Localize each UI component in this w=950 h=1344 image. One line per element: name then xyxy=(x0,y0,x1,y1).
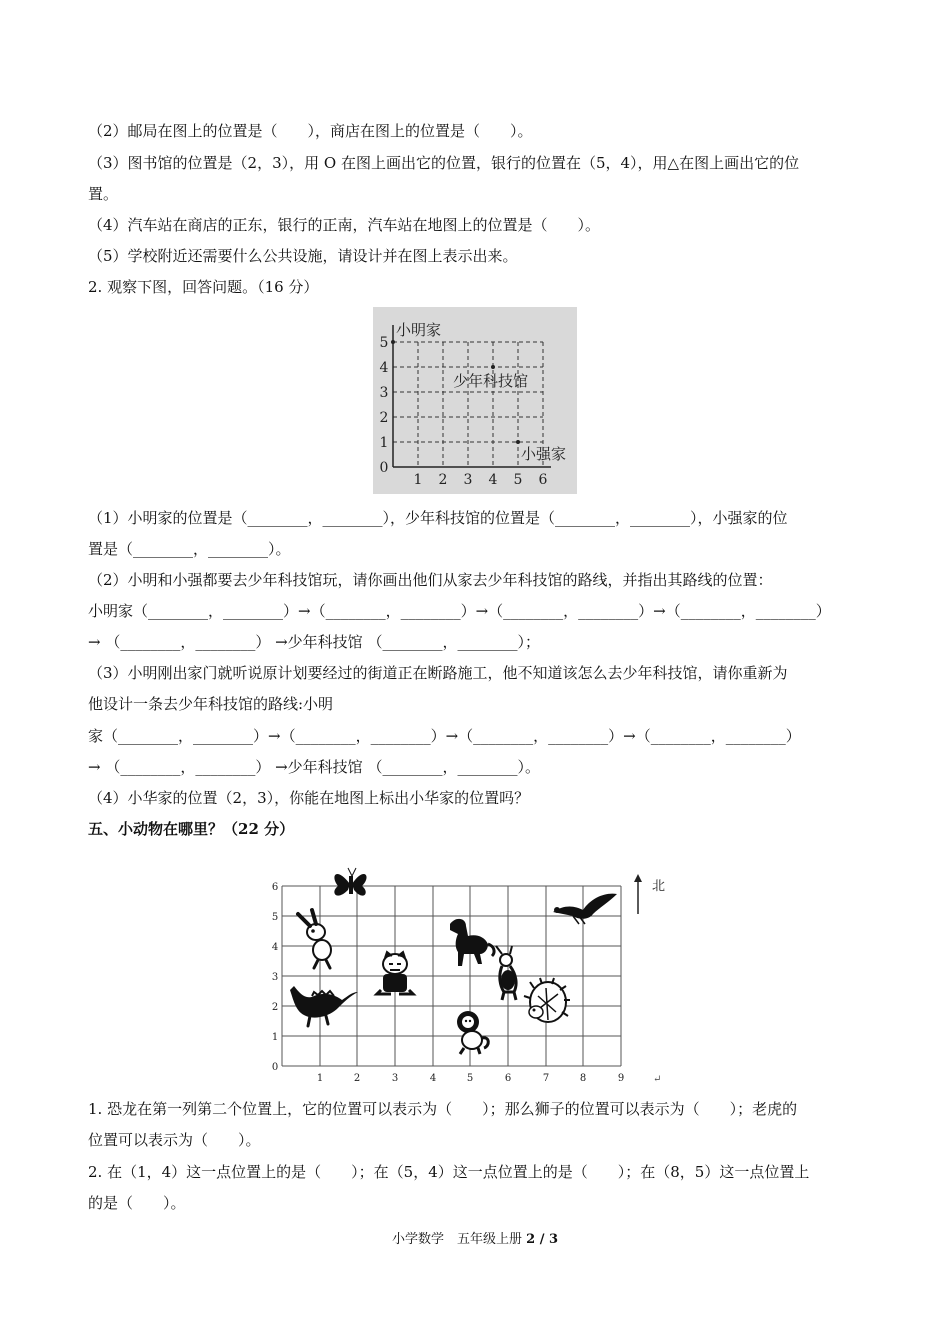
x-tick: 4 xyxy=(488,472,498,488)
text-line: 的是（ ）。 xyxy=(88,1194,186,1212)
xiaoming-label: 小明家 xyxy=(396,321,442,339)
y-tick-labels xyxy=(272,882,278,1073)
text-line: 置是（________，________）。 xyxy=(88,540,291,558)
y-tick: 2 xyxy=(271,1002,279,1013)
xiaoqiang-point xyxy=(516,440,520,444)
y-tick: 4 xyxy=(379,360,389,376)
x-tick: 1 xyxy=(316,1073,324,1084)
text-line: 小明家（________，________）→（________，________）→（________，________）→（________，________） xyxy=(88,602,831,620)
footer-subject: 小学数学 五年级上册 xyxy=(391,1232,527,1247)
y-tick: 5 xyxy=(271,912,279,923)
museum-label: 少年科技馆 xyxy=(453,372,529,390)
x-tick-labels xyxy=(317,1073,624,1084)
x-tick: 8 xyxy=(579,1073,587,1084)
grid-map-1 xyxy=(373,307,577,494)
y-tick: 0 xyxy=(379,460,389,476)
text-line: → （________，________） →少年科技馆 （________，________）。 xyxy=(88,758,540,776)
page-footer xyxy=(0,1228,950,1247)
text-line: （4）小华家的位置（2，3），你能在地图上标出小华家的位置吗？ xyxy=(88,789,530,807)
rabbit-icon xyxy=(298,910,331,968)
y-tick: 0 xyxy=(271,1062,279,1073)
text-line: 他设计一条去少年科技馆的路线:小明 xyxy=(88,695,334,713)
museum-point xyxy=(491,365,495,369)
x-tick: 2 xyxy=(438,472,448,488)
map-figure-1 xyxy=(373,307,577,494)
x-tick: 3 xyxy=(391,1073,399,1084)
y-tick: 5 xyxy=(379,335,389,351)
text-line: （1）小明家的位置是（________，________），少年科技馆的位置是（________，________），小强家的位 xyxy=(88,509,788,527)
xiaoming-point xyxy=(391,340,395,344)
x-tick: 1 xyxy=(413,472,423,488)
text-line: 2. 观察下图，回答问题。（16 分） xyxy=(88,278,319,296)
y-tick: 2 xyxy=(379,410,389,426)
animal-grid-figure xyxy=(268,862,680,1084)
north-arrow-icon xyxy=(634,874,642,914)
bird-icon xyxy=(553,894,617,924)
paragraph-mark-icon: ↵ xyxy=(653,1074,662,1085)
x-tick: 9 xyxy=(617,1073,625,1084)
x-tick: 6 xyxy=(538,472,548,488)
butterfly-icon xyxy=(334,868,366,896)
x-tick: 3 xyxy=(463,472,473,488)
text-line: （5）学校附近还需要什么公共设施，请设计并在图上表示出来。 xyxy=(88,247,518,265)
deer-icon xyxy=(496,946,516,1000)
text-line: 2. 在（1，4）这一点位置上的是（ ）；在（5，4）这一点位置上的是（ ）；在（8，5）这一点位置上 xyxy=(88,1163,810,1181)
text-line: 五、小动物在哪里？（22 分） xyxy=(88,820,295,838)
y-tick: 3 xyxy=(271,972,279,983)
y-tick: 6 xyxy=(271,882,279,893)
text-line: （4）汽车站在商店的正东，银行的正南，汽车站在地图上的位置是（ ）。 xyxy=(88,216,601,234)
text-line: 家（________，________）→（________，________）→（________，________）→（________，________） xyxy=(88,727,801,745)
text-line: （3）图书馆的位置是（2，3），用 O 在图上画出它的位置，银行的位置在（5，4），用△在图上画出它的位 xyxy=(88,154,800,172)
hedgehog-icon xyxy=(524,978,570,1022)
x-tick: 6 xyxy=(504,1073,512,1084)
north-label: 北 xyxy=(652,879,666,894)
x-tick: 7 xyxy=(542,1073,550,1084)
lion-icon xyxy=(457,1011,488,1054)
text-line: （2）邮局在图上的位置是（ ），商店在图上的位置是（ ）。 xyxy=(88,122,533,140)
text-line: 置。 xyxy=(88,185,119,203)
y-tick: 3 xyxy=(379,385,389,401)
text-line: （3）小明刚出家门就听说原计划要经过的街道正在断路施工，他不知道该怎么去少年科技馆，请你重新为 xyxy=(88,664,788,682)
tiger-icon xyxy=(377,952,413,994)
x-tick: 2 xyxy=(353,1073,361,1084)
footer-page-number: 2 / 3 xyxy=(526,1232,559,1247)
y-tick: 1 xyxy=(271,1032,279,1043)
animal-grid xyxy=(268,862,680,1084)
x-tick: 4 xyxy=(429,1073,437,1084)
text-line: （2）小明和小强都要去少年科技馆玩，请你画出他们从家去少年科技馆的路线，并指出其路线的位置： xyxy=(88,571,773,589)
text-line: 1. 恐龙在第一列第二个位置上，它的位置可以表示为（ ）；那么狮子的位置可以表示为（ ）；老虎的 xyxy=(88,1100,798,1118)
text-line: → （________，________） →少年科技馆 （________，________）； xyxy=(88,633,540,651)
y-tick: 1 xyxy=(379,435,389,451)
xiaoqiang-label: 小强家 xyxy=(521,445,567,463)
x-tick: 5 xyxy=(466,1073,474,1084)
y-tick: 4 xyxy=(271,942,279,953)
horse-icon xyxy=(450,919,494,966)
x-tick: 5 xyxy=(513,472,523,488)
text-line: 位置可以表示为（ ）。 xyxy=(88,1131,261,1149)
